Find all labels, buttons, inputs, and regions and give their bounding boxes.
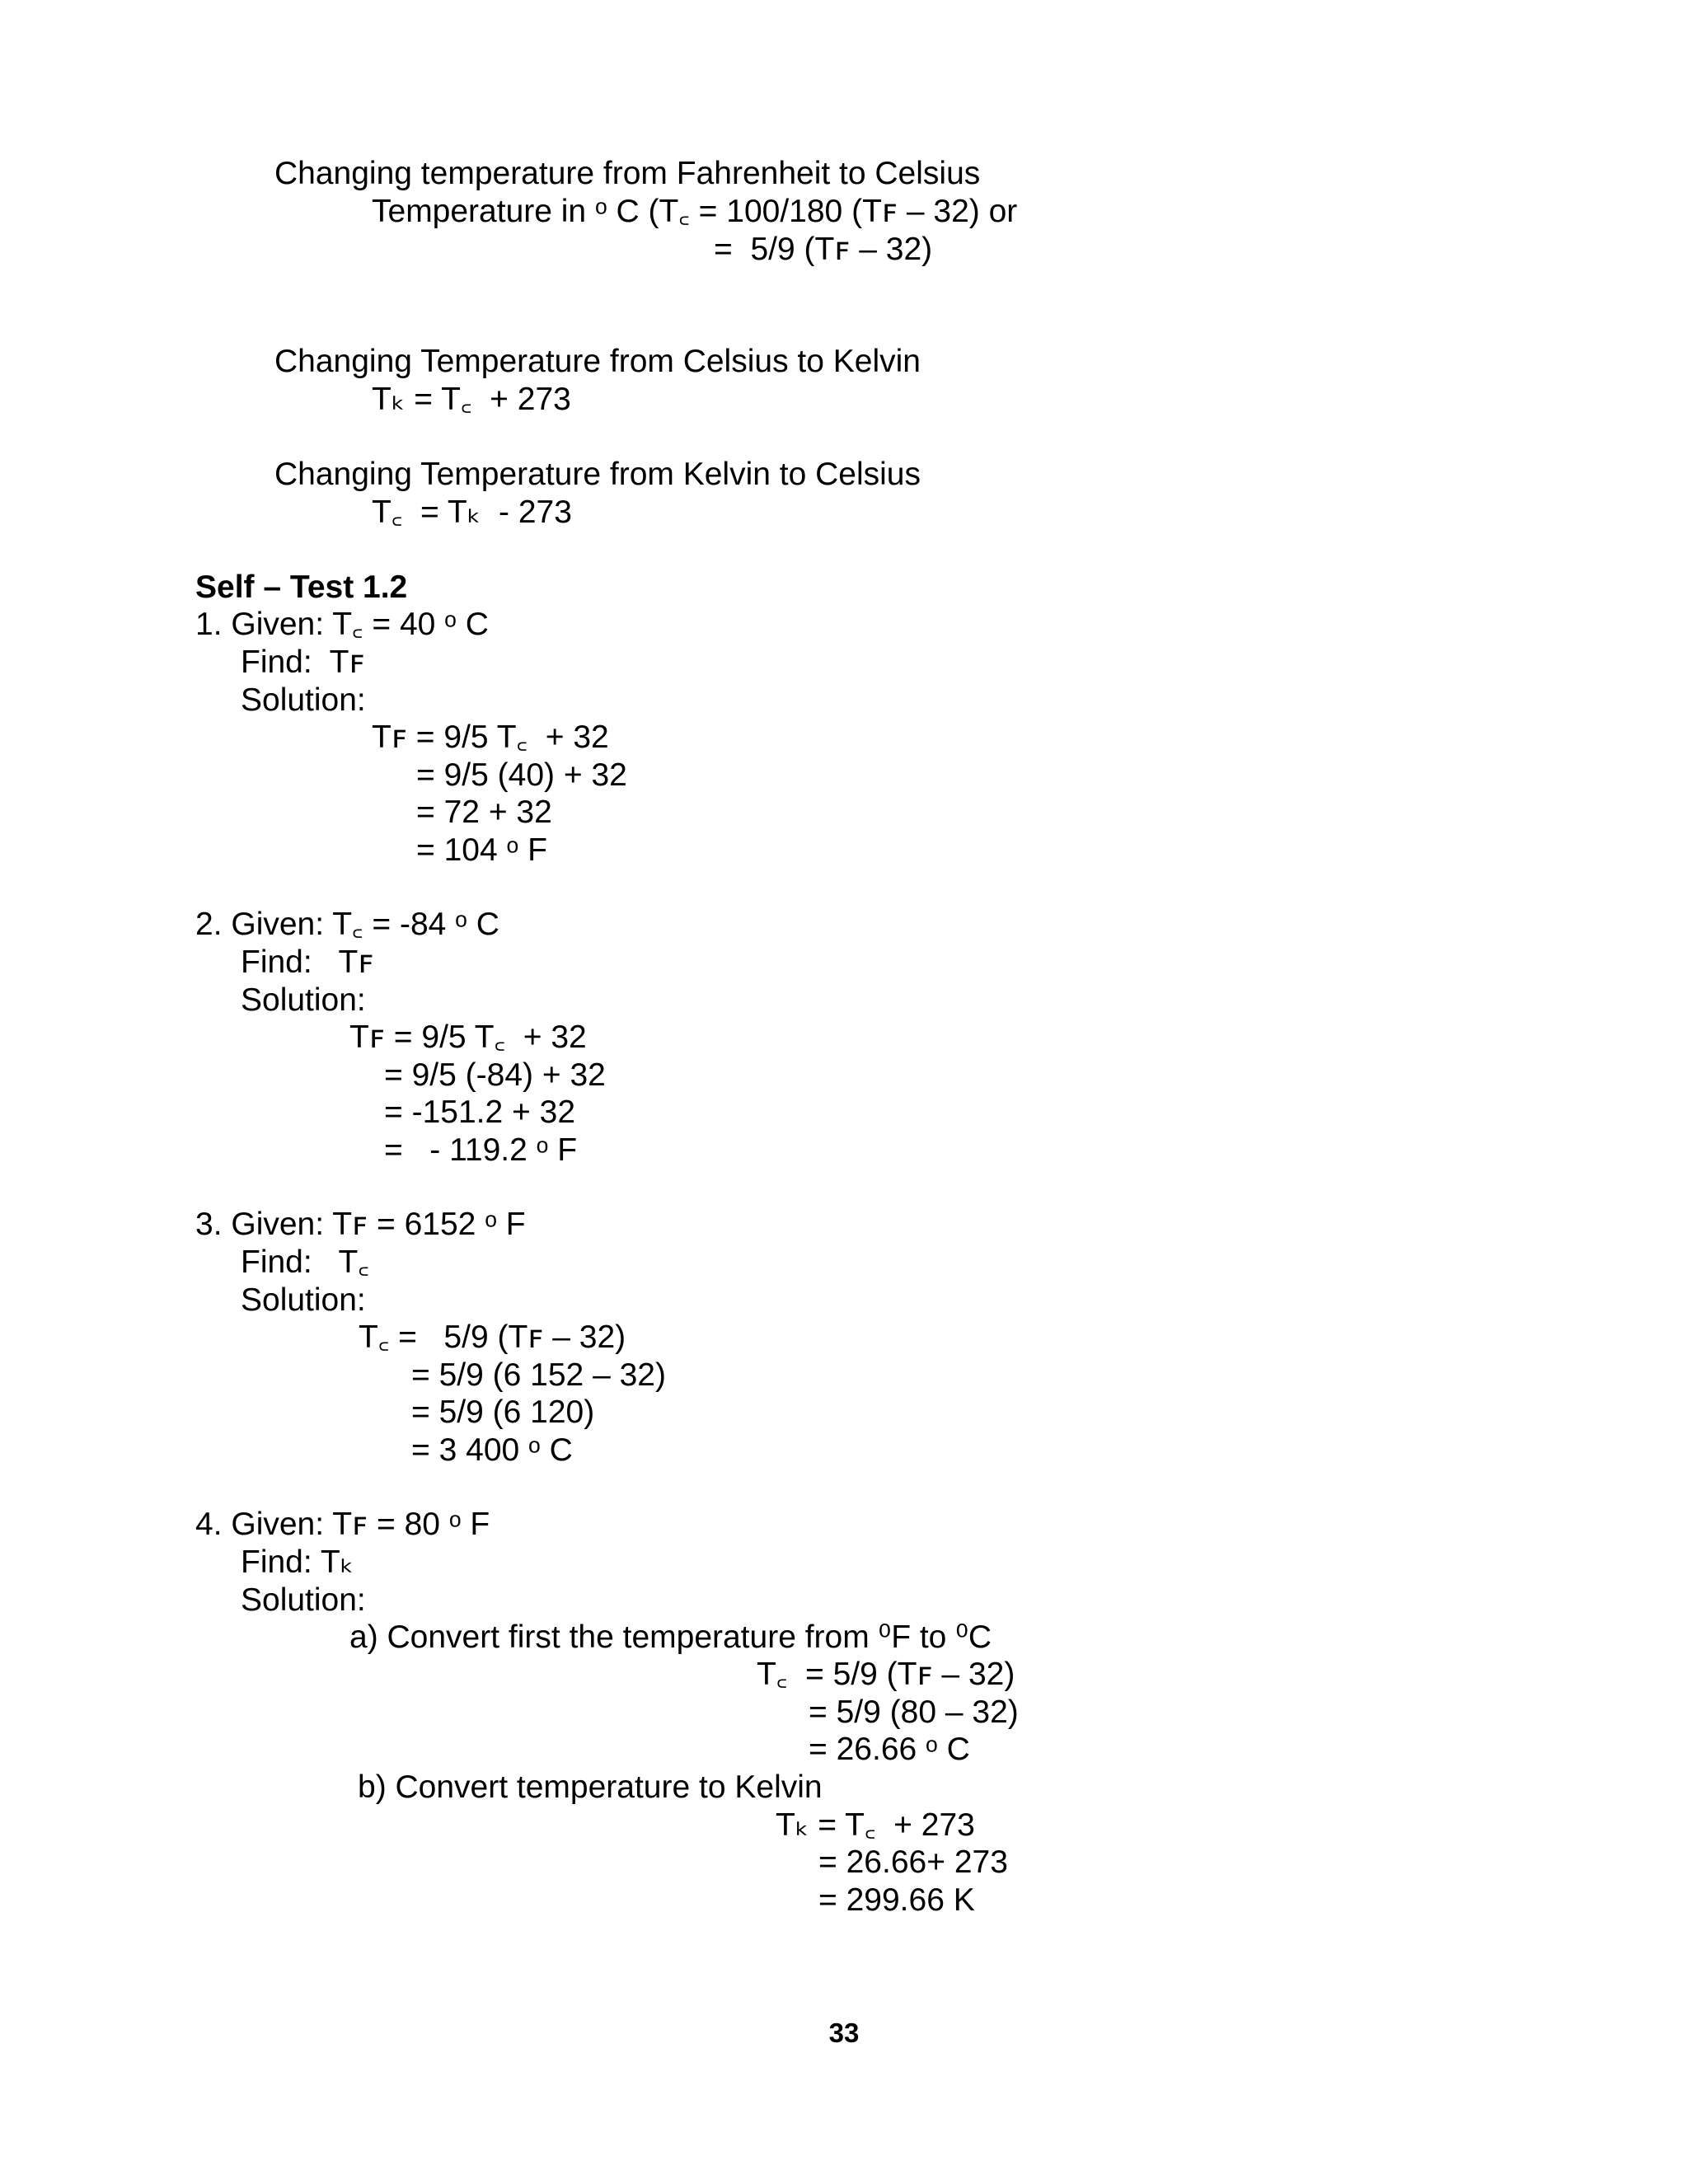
q2-given: 2. Given: T꜀ = -84 ᵒ C <box>195 907 499 942</box>
q2-step: Tꜰ = 9/5 T꜀ + 32 <box>349 1019 587 1055</box>
q1-find: Find: Tꜰ <box>241 644 365 680</box>
q4-solution: Solution: <box>241 1582 366 1618</box>
q1-solution: Solution: <box>241 682 366 718</box>
q1-step: = 72 + 32 <box>416 794 552 830</box>
q4-step-b: Tₖ = T꜀ + 273 <box>776 1807 975 1843</box>
q1-given: 1. Given: T꜀ = 40 ᵒ C <box>195 607 489 642</box>
q4-step-b: = 299.66 K <box>818 1882 975 1918</box>
q4-given: 4. Given: Tꜰ = 80 ᵒ F <box>195 1507 490 1542</box>
q2-find: Find: Tꜰ <box>241 944 374 980</box>
q4-step-a: = 5/9 (80 – 32) <box>809 1694 1019 1730</box>
q4-part-b: b) Convert temperature to Kelvin <box>358 1769 823 1805</box>
f-to-c-formula-2: = 5/9 (Tꜰ – 32) <box>714 232 933 267</box>
q2-solution: Solution: <box>241 982 366 1018</box>
q3-step: = 5/9 (6 152 – 32) <box>411 1357 666 1393</box>
q4-step-a: = 26.66 ᵒ C <box>809 1732 970 1767</box>
q3-given: 3. Given: Tꜰ = 6152 ᵒ F <box>195 1207 526 1242</box>
q2-step: = -151.2 + 32 <box>384 1094 576 1130</box>
q3-solution: Solution: <box>241 1282 366 1318</box>
q4-find: Find: Tₖ <box>241 1544 354 1580</box>
q3-step: = 5/9 (6 120) <box>411 1394 595 1430</box>
f-to-c-formula-1: Temperature in ᵒ C (T꜀ = 100/180 (Tꜰ – 32) or <box>372 194 1018 229</box>
q3-step: T꜀ = 5/9 (Tꜰ – 32) <box>359 1319 626 1355</box>
q4-step-a: T꜀ = 5/9 (Tꜰ – 32) <box>757 1657 1015 1692</box>
q4-part-a: a) Convert first the temperature from ⁰F to ⁰C <box>349 1619 992 1655</box>
q2-step: = 9/5 (-84) + 32 <box>384 1057 606 1093</box>
c-to-k-formula: Tₖ = T꜀ + 273 <box>372 382 571 417</box>
f-to-c-title: Changing temperature from Fahrenheit to Celsius <box>274 156 981 191</box>
q2-step: = - 119.2 ᵒ F <box>384 1132 578 1168</box>
self-test-heading: Self – Test 1.2 <box>195 569 408 605</box>
q3-find: Find: T꜀ <box>241 1244 369 1280</box>
q1-step: Tꜰ = 9/5 T꜀ + 32 <box>372 719 609 755</box>
page-number: 33 <box>828 2018 860 2048</box>
k-to-c-title: Changing Temperature from Kelvin to Celsius <box>274 457 921 492</box>
c-to-k-title: Changing Temperature from Celsius to Kelvin <box>274 344 921 379</box>
q3-step: = 3 400 ᵒ C <box>411 1432 573 1468</box>
q1-step: = 104 ᵒ F <box>416 832 547 868</box>
q4-step-b: = 26.66+ 273 <box>818 1844 1008 1880</box>
k-to-c-formula: T꜀ = Tₖ - 273 <box>372 494 572 530</box>
q1-step: = 9/5 (40) + 32 <box>416 757 627 793</box>
